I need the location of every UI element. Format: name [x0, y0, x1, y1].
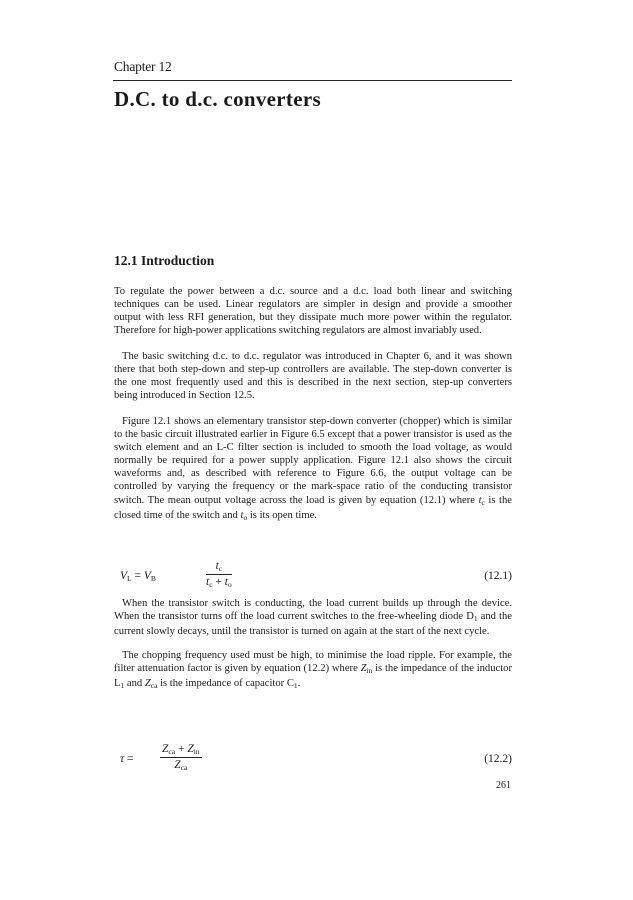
equation-12-1	[114, 560, 512, 594]
symbol-to: t	[240, 509, 244, 521]
paragraph-4-end: and the current slowly decays, until the transistor is turned on again at the start of the next cycle.	[114, 611, 512, 638]
symbol-d1: D	[466, 611, 474, 623]
paragraph-1	[114, 285, 512, 337]
equation-1-denominator: $t_c + t_o$	[206, 576, 232, 589]
paragraph-2-text: The basic switching d.c. to d.c. regulator was introduced in Chapter 6, and it was shown there that both step-down and step-up controllers are available. The step-down converter is the one most frequently used and this is described in the next section, step-up converters being introduced in Section 12.5.	[114, 351, 512, 402]
equation-2-denominator: $Z_{ca}$	[174, 759, 188, 772]
paragraph-5-text: The chopping frequency used must be high, to minimise the load ripple. For example, the filter attenuation factor is given by equation (12.2) where	[114, 650, 512, 675]
equation-2-numerator: $Z_{ca} + Z_{in}$	[162, 743, 200, 756]
symbol-zca: Z	[144, 678, 151, 690]
symbol-tc-sub: c	[481, 497, 485, 507]
paragraph-2	[114, 350, 512, 402]
paragraph-3-text: Figure 12.1 shows an elementary transistor step-down converter (chopper) which is similar to the basic circuit illustrated earlier in Figure 6.5 except that a power transistor is used as the switch element and an L-C filter section is included to smooth the load voltage, as would normally be required for a power supply application. Figure 12.1 also shows the circuit waveforms and, as described with reference to Figure 6.6, the output voltage can be controlled by varying the frequency or the mark-space ratio of the conducting transistor switch. The mean output voltage across the load is given by equation (12.1) where	[114, 416, 512, 506]
equation-1-fraction	[206, 560, 232, 589]
symbol-l1-sub: 1	[120, 681, 125, 691]
paragraph-3	[114, 415, 512, 524]
symbol-zin: Z	[360, 663, 367, 675]
paragraph-3-end: is its open time.	[247, 509, 317, 521]
equation-1-bar	[206, 574, 232, 575]
equation-2-number: (12.2)	[484, 753, 512, 765]
chapter-rule	[113, 80, 512, 81]
paragraph-5-mid1: is the impedance of the inductor L	[114, 663, 512, 690]
symbol-c1-sub: 1	[293, 681, 298, 691]
chapter-title: D.C. to d.c. converters	[114, 87, 321, 111]
equation-1-numerator: $t_c$	[215, 560, 223, 573]
equation-2-lhs: τ =	[120, 753, 134, 765]
equation-1-number: (12.1)	[484, 570, 512, 582]
equation-12-2	[114, 743, 512, 777]
paragraph-4	[114, 597, 512, 638]
symbol-d1-sub: 1	[473, 614, 478, 624]
paragraph-5	[114, 649, 512, 692]
equation-1-lhs: $V_L = V_B$	[120, 570, 156, 583]
chapter-label: Chapter 12	[114, 59, 172, 74]
paragraph-4-text: When the transistor switch is conducting, the load current builds up through the device. When the transistor turns off the load current switches to the free-wheeling diode	[114, 598, 512, 623]
symbol-zin-sub: in	[366, 666, 373, 676]
equation-2-bar	[160, 757, 202, 758]
section-heading: 12.1 Introduction	[114, 253, 215, 268]
page-number: 261	[496, 780, 511, 791]
paragraph-5-mid3: is the impedance of capacitor C	[157, 678, 294, 690]
paragraph-3-mid: is the closed time of the switch and	[114, 494, 513, 521]
paragraph-5-mid2: and	[124, 678, 145, 690]
symbol-tc: t	[478, 494, 482, 506]
symbol-to-sub: o	[243, 512, 248, 522]
symbol-zca-sub: ca	[150, 681, 158, 691]
paragraph-1-text: To regulate the power between a d.c. source and a d.c. load both linear and switching techniques can be used. Linear regulators are simpler in design and provide a smoother output with less RFI generation, but they dissipate much more power within the regulator. Therefore for high-power applications switching regulators are almost invariably used.	[114, 286, 512, 337]
paragraph-5-end: .	[297, 678, 301, 690]
equation-2-fraction	[160, 743, 202, 772]
